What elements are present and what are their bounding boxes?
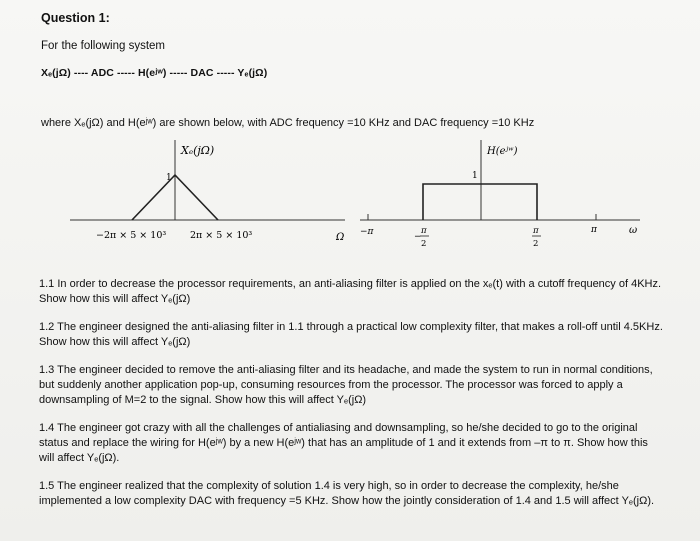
right-tick-pos-half-num: π xyxy=(533,226,539,236)
right-x-label: ω xyxy=(629,225,638,236)
input-spectrum-plot xyxy=(70,140,345,243)
question-intro: For the following system xyxy=(41,40,165,52)
left-peak-label: 1 xyxy=(166,173,172,183)
right-tick-pos-pi: π xyxy=(591,225,597,235)
filter-response-plot xyxy=(360,140,640,249)
left-tick-pos: 2π × 5 × 10³ xyxy=(190,230,253,241)
left-x-label: Ω xyxy=(336,232,345,243)
left-tick-neg: −2π × 5 × 10³ xyxy=(96,230,167,241)
where-statement: where Xₑ(jΩ) and H(eʲʷ) are shown below, with ADC frequency =10 KHz and DAC frequency =10 KHz xyxy=(41,117,535,129)
right-amp-label: 1 xyxy=(472,171,478,181)
left-y-label: Xₑ(jΩ) xyxy=(181,144,215,157)
spectra-figure xyxy=(0,140,700,265)
right-tick-neg-half-sign: − xyxy=(414,232,422,242)
right-tick-pos-half-den: 2 xyxy=(533,239,539,249)
ideal-lowpass-rect xyxy=(423,184,537,220)
system-block-diagram: Xₑ(jΩ) ---- ADC ----- H(eʲʷ) ----- DAC ----- Yₑ(jΩ) xyxy=(41,67,268,79)
part-1-4: 1.4 The engineer got crazy with all the challenges of antialiasing and downsampling, so he/she decided to go to the original status and replace the wiring for H(eʲʷ) by a new H(eʲʷ) that has an amplitude of 1 and it extends from –π to π. Show how this will affect Yₑ(jΩ). xyxy=(39,422,648,464)
right-y-label: H(eʲʷ) xyxy=(487,146,518,157)
part-1-5: 1.5 The engineer realized that the complexity of solution 1.4 is very high, so in order to decrease the complexity, he/she implemented a low complexity DAC with frequency =5 KHz. Show how the jointly consideration of 1.4 and 1.5 will affect Yₑ(jΩ). xyxy=(39,480,655,507)
part-1-2: 1.2 The engineer designed the anti-aliasing filter in 1.1 through a practical low complexity filter, that makes a roll-off until 4.5KHz. Show how this will affect Yₑ(jΩ) xyxy=(39,321,663,348)
part-1-3: 1.3 The engineer decided to remove the anti-aliasing filter and its headache, and made the system to run in normal conditions, but suddenly another application pop-up, consuming resources from the processor. The processor was forced to apply a downsampling of M=2 to the signal. Show how this will affect Yₑ(jΩ) xyxy=(39,364,653,406)
right-tick-neg-half-den: 2 xyxy=(421,239,427,249)
right-tick-neg-half-num: π xyxy=(421,226,427,236)
part-1-1: 1.1 In order to decrease the processor requirements, an anti-aliasing filter is applied on the xₑ(t) with a cutoff frequency of 4KHz. Show how this will affect Yₑ(jΩ) xyxy=(39,278,662,305)
right-tick-neg-pi: −π xyxy=(360,227,374,237)
question-title: Question 1: xyxy=(41,11,110,25)
